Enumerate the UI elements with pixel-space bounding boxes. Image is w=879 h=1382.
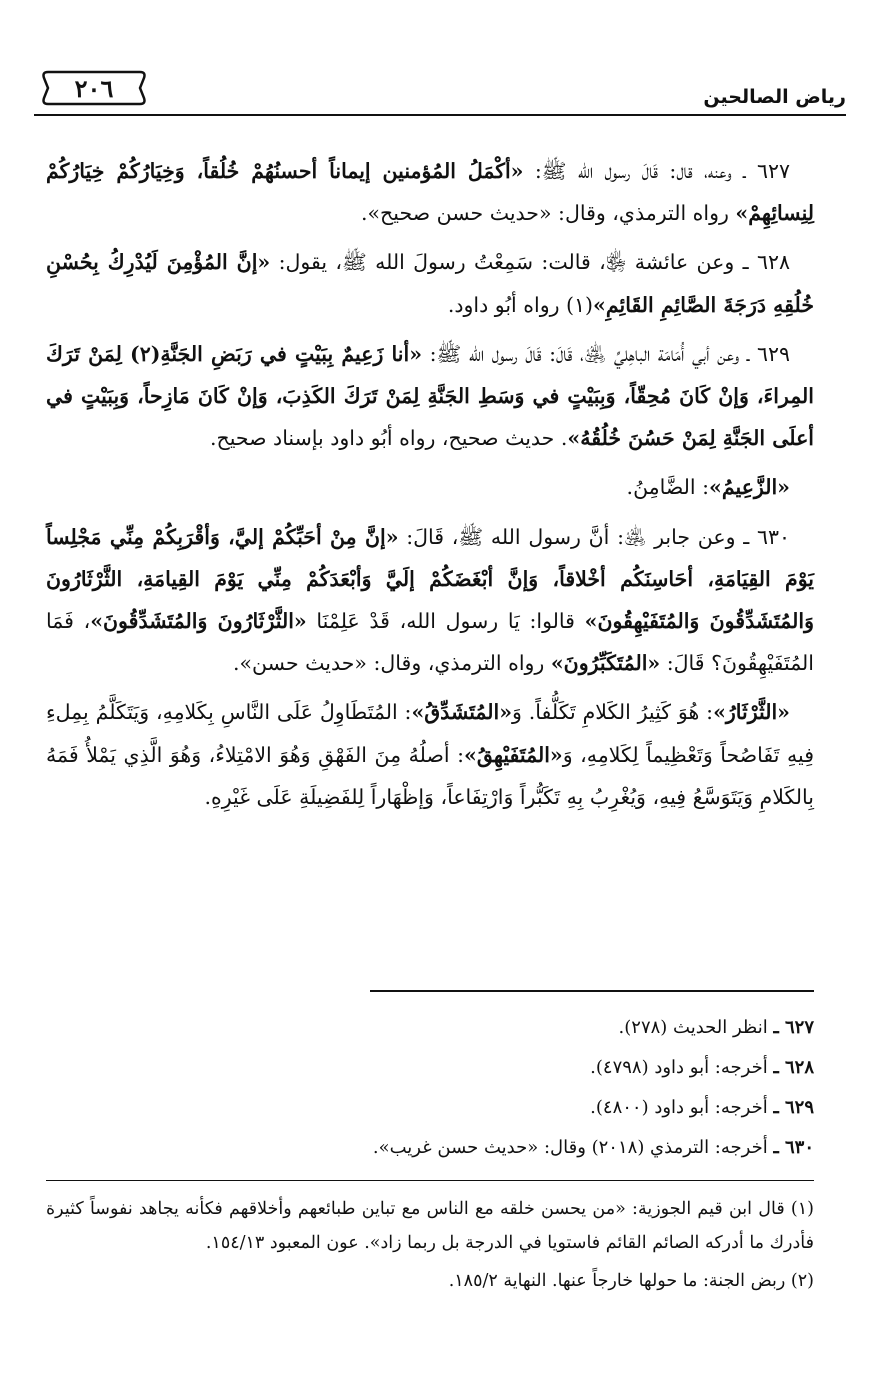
page-header [34, 68, 846, 116]
main-text [46, 150, 814, 825]
footnote-1: (١) قال ابن قيم الجوزية: «من يحسن خلقه مع الناس مع تباين طبائعهم وأخلاقهم فكأنه يجاهد نفوساً كثيرة فأدرك ما أدركه الصائم القائم فاستويا في الدرجة بل ربما زاد». عون المعبود ١٥٤/١٣. [46, 1199, 814, 1253]
hadith-quote: «إنَّ مِنْ أحَبِّكُمْ إليَّ، وَأقْرَبِكُمْ مِنِّي مَجْلِساً يَوْمَ القِيَامَةِ، أحَاسِنَكُم أخْلاقاً، وَإنَّ أبْغَضَكُمْ إلَيَّ وَأبْعَدَكُمْ مِنِّي يَوْمَ القِيامَةِ، الثَّرْثَارُونَ وَالمُتَشَدِّقُونَ وَالمُتَفَيْهِقُونَ» [46, 524, 814, 634]
hadith-quote: «إنَّ المُؤْمِنَ لَيُدْرِكُ بِحُسْنِ خُلُقِهِ دَرَجَةَ الصَّائِمِ القَائِمِ» [46, 250, 814, 317]
hadith-quote: «أنا زَعِيمٌ بِبَيْتٍ في رَبَضِ الجَنَّةِ(٢) لِمَنْ تَرَكَ المِراءَ، وَإنْ كَانَ مُحِقّاً، وَبِبَيْتٍ في وَسَطِ الجَنَّةِ لِمَنْ تَرَكَ الكَذِبَ، وَإنْ كَانَ مَازِحاً، وَبِبَيْتٍ في أعلَى الجَنَّةِ لِمَنْ حَسُنَ خُلُقُهُ» [46, 341, 814, 451]
footnotes [46, 1192, 814, 1302]
header-divider [34, 114, 846, 116]
book-title: رياض الصالحين [703, 86, 846, 108]
reference-item: ٦٣٠ ـ أخرجه: الترمذي (٢٠١٨) وقال: «حديث حسن غريب». [372, 1137, 814, 1158]
hadith-627: ٦٢٧ ـ وعنه، قال: قَالَ رسول الله ﷺ: «أكْمَلُ المُؤمنين إيماناً أحسنُهُمْ خُلُقاً، وَخِيَارُكُمْ خِيَارُكُمْ لِنِسائِهِمْ» رواه الترمذي، وقال: «حديث حسن صحيح». [46, 159, 814, 226]
hadith-629: ٦٢٩ ـ وعن أبي أُمَامَة الباهِليِّ ﵁، قَالَ: قَالَ رسول الله ﷺ: «أنا زَعِيمٌ بِبَيْتٍ في رَبَضِ الجَنَّةِ(٢) لِمَنْ تَرَكَ المِراءَ، وَإنْ كَانَ مُحِقّاً، وَبِبَيْتٍ في وَسَطِ الجَنَّةِ لِمَنْ تَرَكَ الكَذِبَ، وَإنْ كَانَ مَازِحاً، وَبِبَيْتٍ في أعلَى الجَنَّةِ لِمَنْ حَسُنَ خُلُقُهُ». حديث صحيح، رواه أبُو داود بإسناد صحيح. [46, 341, 814, 451]
footnotes-divider [46, 1180, 814, 1181]
reference-item: ٦٢٩ ـ أخرجه: أبو داود (٤٨٠٠). [590, 1097, 814, 1118]
reference-item: ٦٢٨ ـ أخرجه: أبو داود (٤٧٩٨). [590, 1057, 814, 1078]
hadith-630: ٦٣٠ ـ وعن جابر ﵁: أنَّ رسول الله ﷺ، قَالَ: «إنَّ مِنْ أحَبِّكُمْ إليَّ، وَأقْرَبِكُمْ مِنِّي مَجْلِساً يَوْمَ القِيَامَةِ، أحَاسِنَكُم أخْلاقاً، وَإنَّ أبْغَضَكُمْ إلَيَّ وَأبْعَدَكُمْ مِنِّي يَوْمَ القِيامَةِ، الثَّرْثَارُونَ وَالمُتَشَدِّقُونَ وَالمُتَفَيْهِقُونَ» قالوا: يَا رسول الله، قَدْ عَلِمْنَا «الثَّرْثَارُونَ وَالمُتَشَدِّقُونَ»، فَمَا المُتَفَيْهِقُونَ؟ قَالَ: «المُتَكَبِّرُونَ» رواه الترمذي، وقال: «حديث حسن». [46, 524, 814, 676]
page-number-ornament [34, 68, 154, 108]
page-number: ٢٠٦ [74, 74, 114, 103]
hadith-628: ٦٢٨ ـ وعن عائشة ﵂، قالت: سَمِعْتُ رسولَ الله ﷺ، يقول: «إنَّ المُؤْمِنَ لَيُدْرِكُ بِحُسْنِ خُلُقِهِ دَرَجَةَ الصَّائِمِ القَائِمِ»(١) رواه أبُو داود. [46, 250, 814, 317]
references-divider [370, 990, 814, 992]
references-list [46, 1008, 814, 1168]
gloss-terms: «الثَّرْثَارُ»: هُوَ كَثِيرُ الكَلامِ تَكَلُّفاً. وَ«المُتَشَدِّقُ»: المُتَطَاوِلُ عَلَى النَّاسِ بِكَلامِهِ، وَيَتَكَلَّمُ بِمِلءِ فِيهِ تَفَاصُحاً وَتَعْظِيماً لِكَلامِهِ، وَ«المُتَفَيْهِقُ»: أصلُهُ مِنَ الفَهْقِ وَهُوَ الامْتِلاءُ، وَهُوَ الَّذِي يَمْلأُ فَمَهُ بِالكَلامِ وَيَتَوَسَّعُ فِيهِ، وَيُغْرِبُ بِهِ تَكَبُّراً وَارْتِفَاعاً، وَإظْهَاراً لِلفَضِيلَةِ عَلَى غَيْرِهِ. [46, 700, 815, 809]
gloss-zaeem: «الزَّعِيمُ»: الضَّامِنُ. [626, 475, 790, 500]
footnote-2: (٢) ربض الجنة: ما حولها خارجاً عنها. النهاية ١٨٥/٢. [448, 1271, 814, 1291]
hadith-quote: «أكْمَلُ المُؤمنين إيماناً أحسنُهُمْ خُلُقاً، وَخِيَارُكُمْ خِيَارُكُمْ لِنِسائِهِمْ» [46, 159, 814, 226]
reference-item: ٦٢٧ ـ انظر الحديث (٢٧٨). [618, 1017, 814, 1038]
